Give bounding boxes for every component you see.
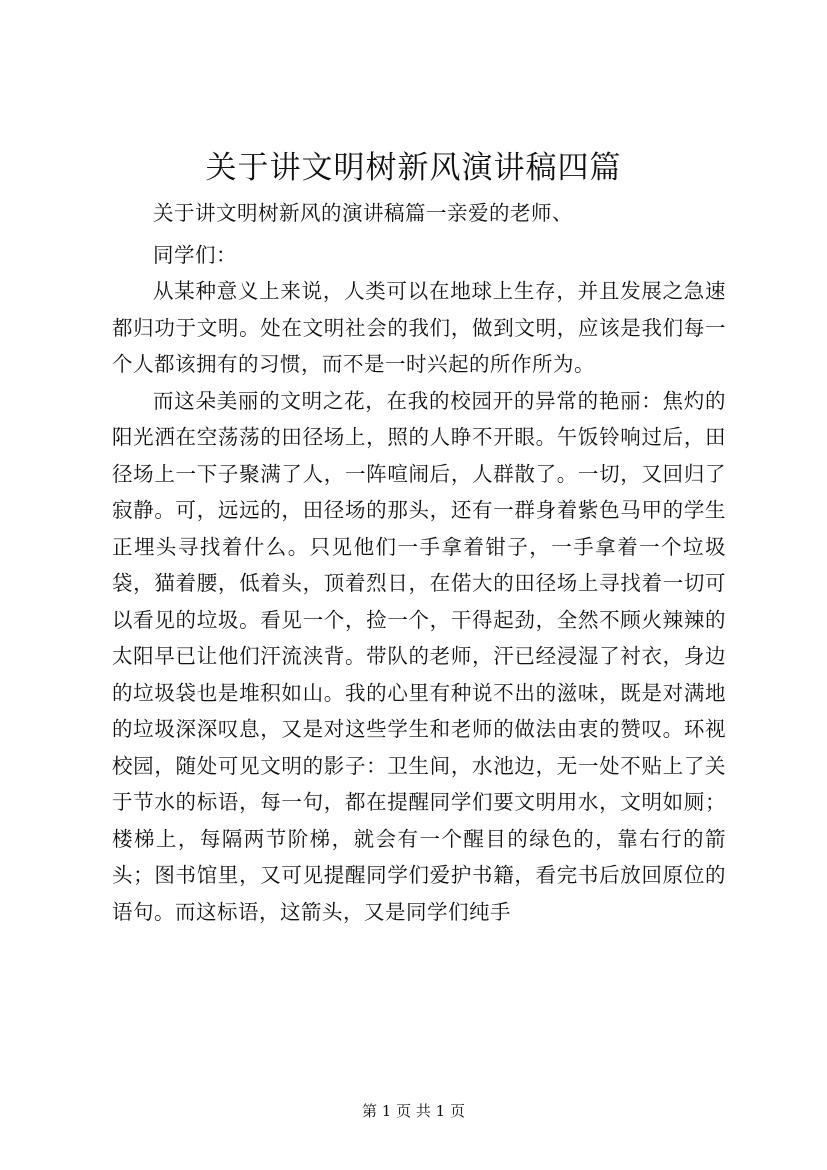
- page-footer: 第 1 页 共 1 页: [362, 1102, 465, 1120]
- paragraph-civilization: 从某种意义上来说，人类可以在地球上生存，并且发展之急速都归功于文明。处在文明社会的我们，做到文明，应该是我们每一个人都该拥有的习惯，而不是一时兴起的所作所为。: [112, 279, 726, 376]
- paragraph-intro: 关于讲文明树新风的演讲稿篇一亲爱的老师、: [153, 201, 573, 225]
- paragraph-salutation: 同学们：: [153, 242, 237, 267]
- document-title: 关于讲文明树新风演讲稿四篇: [205, 150, 622, 186]
- paragraph-campus: 而这朵美丽的文明之花，在我的校园开的异常的艳丽：焦灼的阳光洒在空荡荡的田径场上，照的人睁不开眼。午饭铃响过后，田径场上一下子聚满了人，一阵喧闹后，人群散了。一切，又回归了寂静。可，远远的，田径场的那头，还有一群身着紫色马甲的学生正埋头寻找着什么。只见他们一手拿着钳子，一手拿着一个垃圾袋，猫着腰，低着头，顶着烈日，在偌大的田径场上寻找着一切可以看见的垃圾。看见一个，捡一个，干得起劲，全然不顾火辣辣的太阳早已让他们汗流浃背。带队的老师，汗已经浸湿了衬衣，身边的垃圾袋也是堆积如山。我的心里有种说不出的滋味，既是对满地的垃圾深深叹息，又是对这些学生和老师的做法由衷的赞叹。环视校园，随处可见文明的影子：卫生间，水池边，无一处不贴上了关于节水的标语，每一句，都在提醒同学们要文明用水，文明如厕；楼梯上，每隔两节阶梯，就会有一个醒目的绿色的，靠右行的箭头；图书馆里，又可见提醒同学们爱护书籍，看完书后放回原位的语句。而这标语，这箭头，又是同学们纯手: [112, 388, 726, 924]
- document-body: [112, 195, 726, 930]
